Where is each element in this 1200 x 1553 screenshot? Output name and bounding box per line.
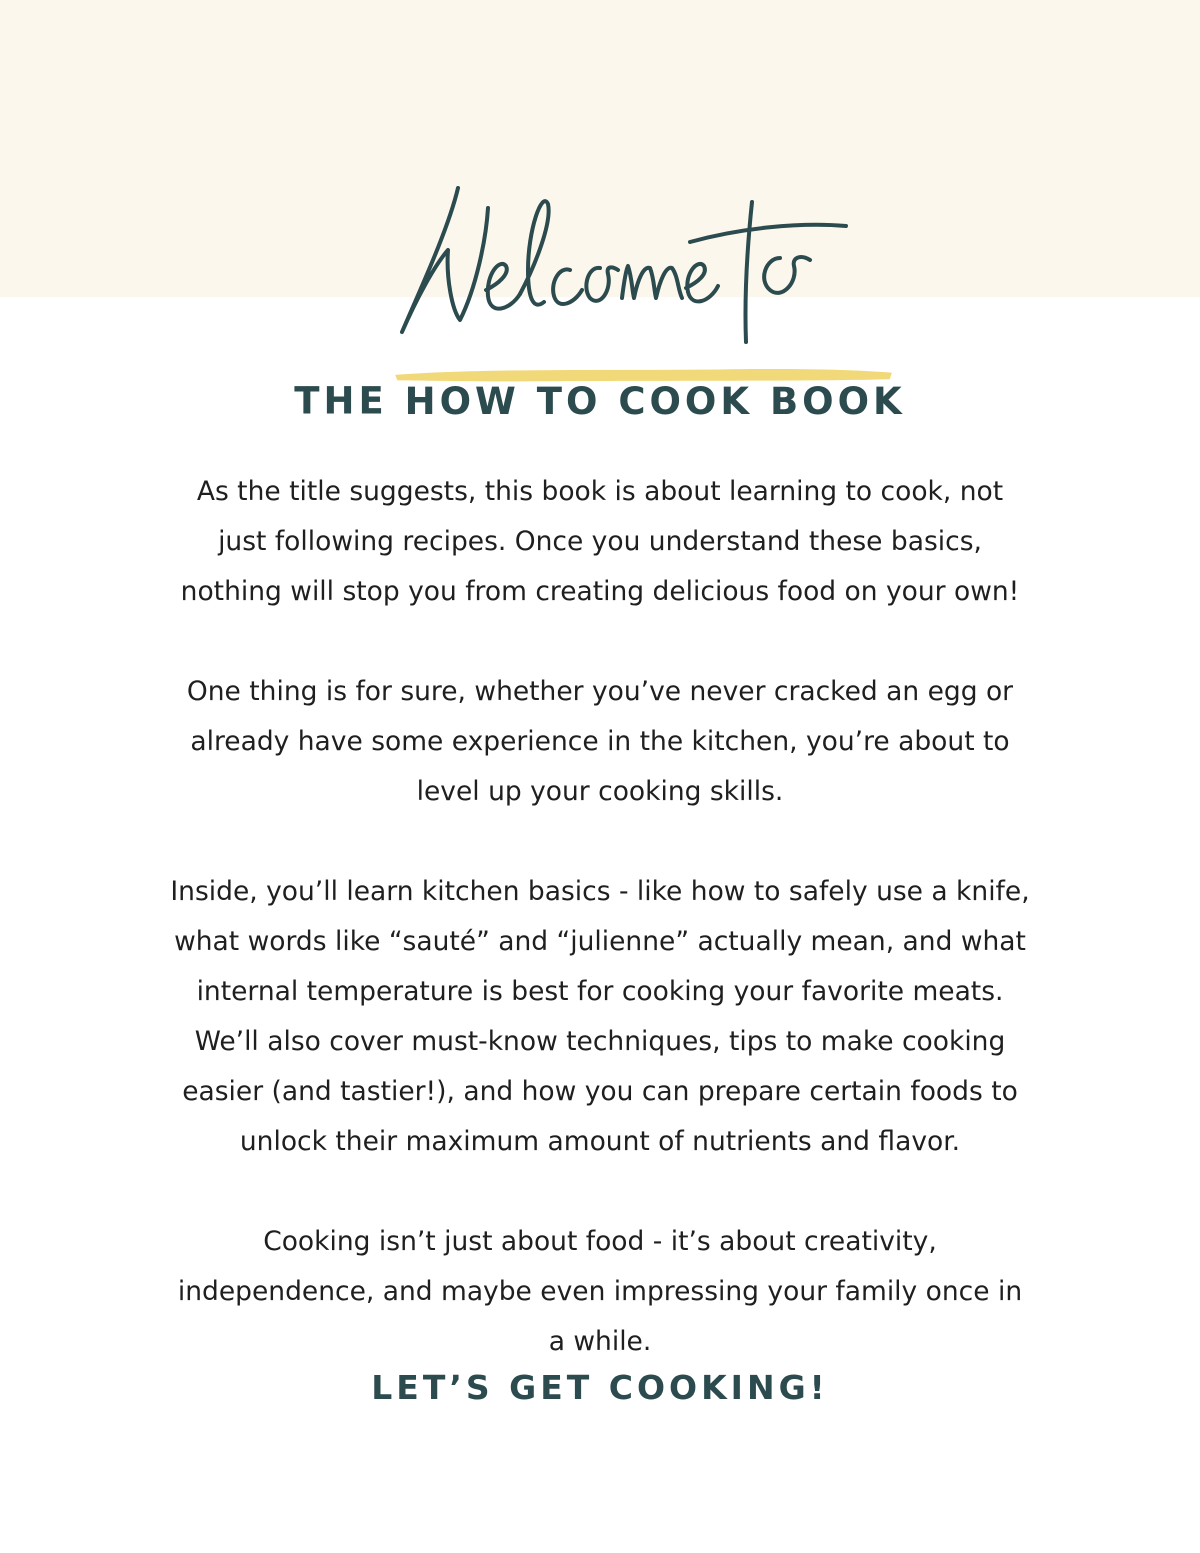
- intro-paragraph-3: Inside, you’ll learn kitchen basics - like how to safely use a knife, what words like “sauté” and “julienne” actually mean, and what internal temperature is best for cooking your favorite meats. We’ll also cover must-know techniques, tips to make cooking easier (and tastier!), and how you can prepare certain foods to unlock their maximum amount of nutrients and flavor.: [170, 876, 1030, 1157]
- call-to-action: LET’S GET COOKING!: [371, 1368, 829, 1407]
- book-title-main: HOW TO COOK BOOK: [404, 379, 906, 423]
- book-title-highlighted: [405, 360, 906, 423]
- book-title-prefix: THE: [294, 379, 388, 423]
- script-welcome-lettering: [360, 170, 880, 360]
- book-title-heading: [0, 360, 1200, 423]
- intro-paragraph-4: Cooking isn’t just about food - it’s about creativity, independence, and maybe even impressing your family once in a while.: [177, 1226, 1023, 1357]
- script-welcome-title: [360, 170, 880, 360]
- book-title: [294, 360, 905, 423]
- intro-body: [170, 467, 1030, 1417]
- intro-paragraph-2: One thing is for sure, whether you’ve never cracked an egg or already have some experience in the kitchen, you’re about to level up your cooking skills.: [186, 676, 1014, 807]
- intro-paragraph-1: As the title suggests, this book is about learning to cook, not just following recipes. Once you understand these basics, nothing will stop you from creating delicious food on your own!: [180, 476, 1020, 607]
